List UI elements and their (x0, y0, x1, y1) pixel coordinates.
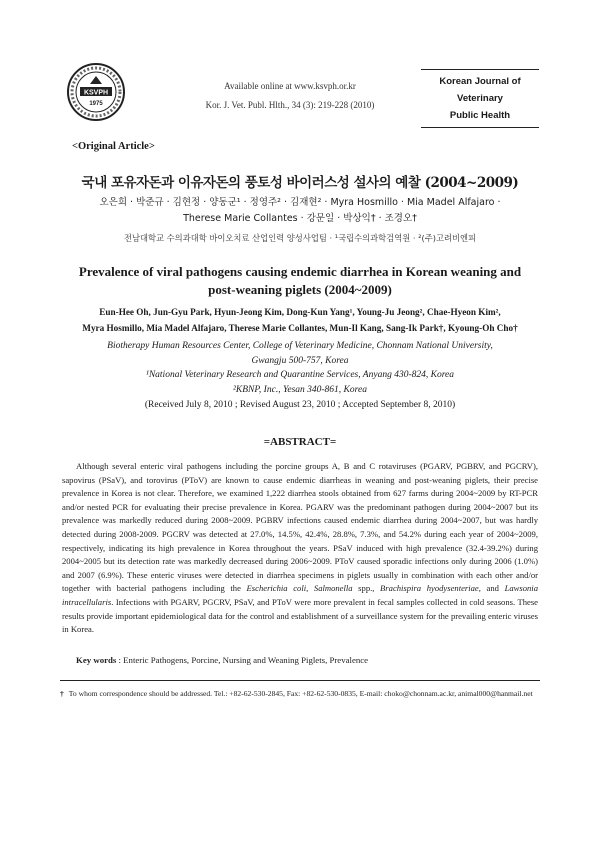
journal-name-line: Korean Journal of (439, 76, 521, 87)
affiliation-line: Biotherapy Human Resources Center, College of Veterinary Medicine, Chonnam National University, (107, 341, 493, 351)
abstract-heading: =ABSTRACT= (263, 436, 337, 448)
svg-text:1975: 1975 (89, 101, 103, 107)
english-title-line: post-weaning piglets (2004~2009) (208, 282, 392, 297)
korean-title: 국내 포유자돈과 이유자돈의 풍토성 바이러스성 설사의 예찰 (2004~2009) (81, 175, 519, 191)
english-affiliations (60, 339, 540, 397)
species-name: Brachispira hyodysenteriae (380, 583, 479, 594)
received-dates: (Received July 8, 2010 ; Revised August 23, 2010 ; Accepted September 8, 2010) (144, 400, 456, 410)
keywords-label: Key words (76, 655, 117, 665)
affiliation-line: ¹National Veterinary Research and Quarantine Services, Anyang 430-824, Korea (145, 370, 455, 380)
correspondence-footnote (60, 688, 542, 700)
article-type: <Original Article> (72, 141, 155, 152)
abstract-text: , and (478, 583, 505, 594)
journal-name-box (421, 69, 539, 128)
footnote-divider (60, 680, 540, 681)
society-seal-logo (66, 62, 126, 122)
korean-authors-line: 오은희 · 박준규 · 김현정 · 양동군¹ · 정영주² · 김재현² · Myra Hosmillo · Mia Madel Alfajaro · (99, 197, 501, 208)
english-title-line: Prevalence of viral pathogens causing endemic diarrhea in Korean weaning and (78, 264, 522, 279)
english-title (60, 263, 540, 299)
korean-authors-line: Therese Marie Collantes · 강문일 · 박상익† · 조경오† (183, 213, 417, 224)
species-name: Escherichia coli (246, 583, 307, 594)
english-authors-line: Myra Hosmillo, Mia Madel Alfajaro, Therese Marie Collantes, Mun-Il Kang, Sang-Ik Park†, Kyoung-Oh Cho† (82, 323, 518, 333)
species-name: Salmonella (313, 583, 353, 594)
korean-authors (0, 195, 600, 227)
footnote-mark: † (60, 689, 64, 698)
footnote-text: To whom correspondence should be addressed. Tel.: +82-62-530-2845, Fax: +82-62-530-0835, E-mail: choko@chonnam.ac.kr, animal000@hanmail.net (68, 689, 533, 698)
keywords (76, 655, 368, 665)
keywords-list: : Enteric Pathogens, Porcine, Nursing and Weaning Piglets, Prevalence (116, 655, 369, 665)
abstract-body (62, 460, 538, 637)
english-authors (50, 304, 550, 336)
journal-name-line: Public Health (449, 110, 511, 121)
affiliation-line: ²KBNP, Inc., Yesan 340-861, Korea (233, 384, 367, 395)
affiliation-line: Gwangju 500-757, Korea (251, 355, 349, 366)
english-authors-line: Eun-Hee Oh, Jun-Gyu Park, Hyun-Jeong Kim, Dong-Kun Yang¹, Young-Ju Jeong², Chae-Hyeon Kim², (99, 307, 501, 317)
korean-affiliation: 전남대학교 수의과대학 바이오치료 산업인력 양성사업팀 · ¹국립수의과학검역원 · ²(주)고려비엔피 (123, 233, 477, 243)
abstract-text: Although several enteric viral pathogens including the porcine groups A, B and C rotaviruses (PGARV, PGBRV, and PGCRV), sapovirus (PSaV), and torovirus (PToV) are known to cause endemic diarrheas in weaning and post-weaning piglets, their precise prevalence in Korea is not clear. Therefore, we examined 1,222 diarrhea stools obtained from 627 farms during 2004~2009 by RT-PCR and/or nested PCR for evaluating their precise prevalence in Korea. PGARV was the predominant pathogen during 2004~2007 but its prevalence was markedly reduced during 2008~2009. PGBRV infections caused endemic diarrhea during 2004~2007, but was hardly detected during 2008-2009. PGCRV was detected at 27.0%, 14.5%, 42.4%, 28.8%, 7.3%, and 54.2% during each year of 2004~2009, respectively, indicating its high prevalence in Korea throughout the years. PSaV induced with high prevalence (32.4-39.2%) during 2004~2005 but its detection rate was markedly decreased during 2006~2009. PToV caused sporadic infections only during 2006 (1.0%) and 2007 (6.9%). These enteric viruses were detected in diarrhea specimens in piglets usually in combination with each other and/or together with bacterial pathogens including the (62, 461, 538, 594)
abstract-text: . Infections with PGARV, PGCRV, PSaV, and PToV were more prevalent in fecal samples collected in cold seasons. These results provide important epidemiological data for the control and establishment of a surveillance system for the prevailing enteric viruses in Korea. (62, 596, 538, 635)
abstract-text: spp., (352, 583, 381, 594)
species-name: Lawsonia intracellularis (62, 583, 538, 607)
abstract-text: , (306, 583, 314, 594)
online-availability: Available online at www.ksvph.or.kr (224, 81, 356, 91)
svg-text:KSVPH: KSVPH (83, 89, 109, 97)
journal-name-line: Veterinary (457, 93, 503, 104)
journal-citation: Kor. J. Vet. Publ. Hlth., 34 (3): 219-228 (2010) (205, 100, 375, 110)
